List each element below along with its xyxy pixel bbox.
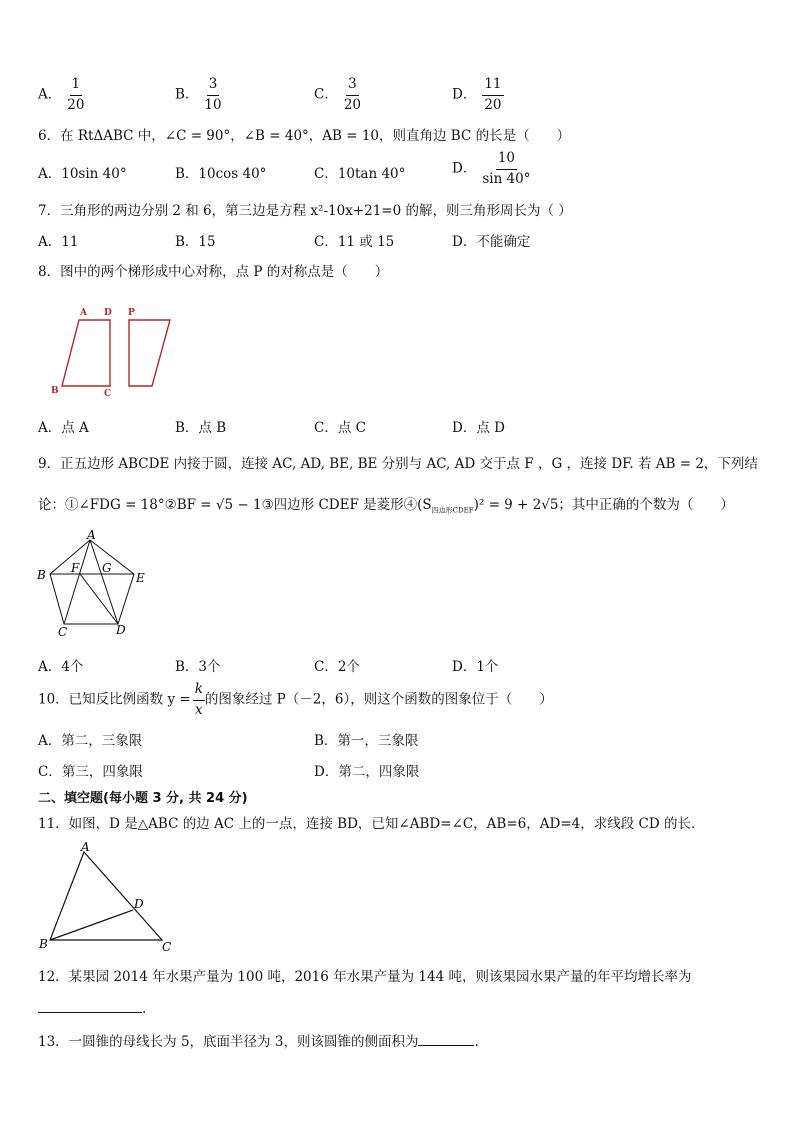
q12-answer-line[interactable]: . — [38, 998, 146, 1017]
q5-option-d: D． $\frac{11}{20}$ — [452, 76, 502, 113]
fig-label-c: C — [104, 389, 112, 399]
q12-stem: 12．某果园 2014 年水果产量为 100 吨，2016 年水果产量为 144 吨，则该果园水果产量的年平均增长率为 — [38, 969, 692, 985]
segment-bd — [50, 910, 133, 940]
q12-blank[interactable] — [38, 998, 142, 1013]
q7-option-c: C．11 或 15 — [314, 234, 395, 250]
q8-trapezoid-figure — [40, 300, 190, 400]
fig-label-g: G — [102, 561, 112, 575]
q8-option-d: D．点 D — [452, 420, 505, 436]
q9-stem-line1: 9．正五边形 ABCDE 内接于圆，连接 AC, AD, BE, BE 分别与 AC, AD 交于点 F ，G ，连接 DF. 若 AB = 2，下列结 — [38, 456, 758, 472]
fig-label-p: P — [128, 308, 135, 318]
fig-label-a: A — [87, 528, 96, 542]
q6-stem: 6．在 RtΔABC 中，∠C = 90°，∠B = 40°，AB = 10，则直角边 BC 的长是（ ） — [38, 128, 571, 144]
q8-option-b: B．点 B — [175, 420, 227, 436]
fig-label-d: D — [104, 308, 112, 318]
q9-option-b: B．3个 — [175, 659, 221, 675]
q11-triangle-figure — [34, 838, 184, 953]
q9-option-c: C．2个 — [314, 659, 360, 675]
q7-option-b: B．15 — [175, 234, 216, 250]
fig-label-f: F — [71, 561, 80, 575]
fig-label-e: E — [136, 571, 145, 585]
q9-option-a: A．4个 — [38, 659, 84, 675]
q8-option-c: C．点 C — [314, 420, 366, 436]
q7-option-d: D．不能确定 — [452, 234, 531, 250]
segment-ad — [90, 540, 118, 624]
right-trapezoid — [129, 320, 170, 386]
q6-option-b: B．10cos 40° — [175, 166, 267, 182]
section-title: 二、填空题(每小题 3 分, 共 24 分) — [38, 791, 248, 806]
q9-stem-line2: 论：①∠FDG = 18°②BF = √5 − 1③四边形 CDEF 是菱形$④(S_{四边形CDEF})^2 = 9 + 2√5$；其中正确的个数为（ ） — [38, 497, 734, 515]
fig-label-c: C — [162, 940, 172, 953]
q7-stem: 7．三角形的两边分别 2 和 6，第三边是方程 x²-10x+21=0 的解，则三角形周长为（ ） — [38, 203, 572, 219]
q5-option-b: B． $\frac{3}{10}$ — [175, 76, 222, 113]
q13-stem: 13．一圆锥的母线长为 5，底面半径为 3，则该圆锥的侧面积为 . — [38, 1030, 479, 1050]
q10-stem: 10．已知反比例函数 y = $\frac{k}{x}$ 的图象经过 P（－2，6），则这个函数的图象位于（ ） — [38, 681, 553, 718]
fig-label-b: B — [37, 568, 46, 582]
fig-label-a: A — [81, 840, 90, 854]
q6-option-a: A．10sin 40° — [38, 166, 127, 182]
pentagon — [50, 540, 134, 624]
triangle-abc — [50, 852, 162, 940]
q8-stem: 8．图中的两个梯形成中心对称，点 P 的对称点是（ ） — [38, 264, 389, 280]
q7-option-a: A．11 — [38, 234, 79, 250]
segment-df — [80, 574, 118, 624]
fig-label-d: D — [134, 897, 144, 911]
fig-label-d: D — [116, 623, 126, 637]
fig-label-c: C — [58, 625, 68, 639]
q13-blank[interactable] — [418, 1031, 474, 1046]
q9-option-d: D．1个 — [452, 659, 499, 675]
q11-stem: 11．如图，D 是△ABC 的边 AC 上的一点，连接 BD，已知∠ABD=∠C，AB=6，AD=4，求线段 CD 的长． — [38, 816, 705, 832]
q6-option-d: D． $\frac{10}{\sin 40^\circ}$ — [452, 150, 531, 187]
fig-label-b: B — [51, 386, 59, 396]
fig-label-b: B — [39, 937, 48, 951]
q8-option-a: A．点 A — [38, 420, 89, 436]
q10-option-d: D．第二，四象限 — [314, 764, 420, 780]
fig-label-a: A — [80, 308, 87, 318]
q9-pentagon-figure — [32, 528, 157, 643]
q10-option-a: A．第二，三象限 — [38, 733, 143, 749]
q10-option-b: B．第一，三象限 — [314, 733, 419, 749]
q5-option-a: A． $\frac{1}{20}$ — [38, 76, 85, 113]
q6-option-c: C．10tan 40° — [314, 166, 406, 182]
q5-option-c: C． $\frac{3}{20}$ — [314, 76, 362, 113]
q10-option-c: C．第三，四象限 — [38, 764, 143, 780]
left-trapezoid — [62, 320, 110, 386]
